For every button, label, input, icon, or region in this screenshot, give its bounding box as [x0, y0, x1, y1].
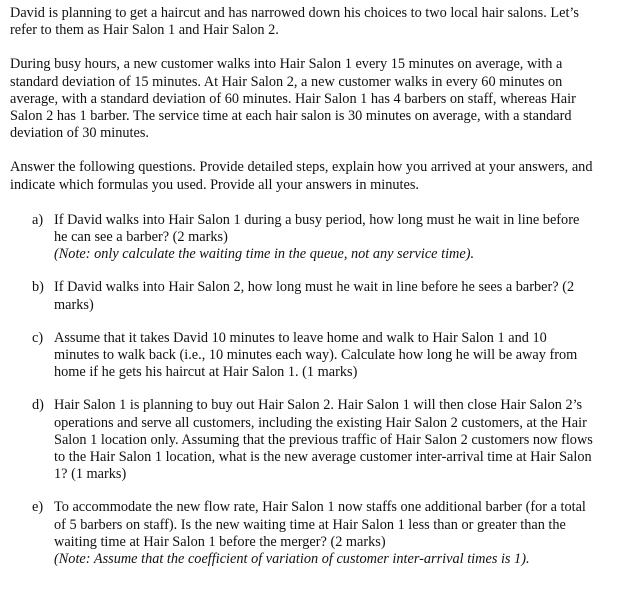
- question-letter: e): [32, 499, 44, 516]
- question-text: Hair Salon 1 is planning to buy out Hair Salon 2. Hair Salon 1 will then close Hair Salon 2’s operations and serve all customers, including the existing Hair Salon 2 customers, at the Hair Salon 1 location only. Assuming that the previous traffic of Hair Salon 2 customers now flows to the Hair Salon 1 location, what is the new average customer inter-arrival time at Hair Salon 1? (1 marks): [54, 397, 593, 483]
- question-letter: a): [32, 211, 44, 228]
- question-c: [32, 330, 602, 382]
- question-text: If David walks into Hair Salon 1 during a busy period, how long must he wait in line before he can see a barber? (2 marks): [54, 211, 580, 246]
- document: [10, 5, 602, 568]
- question-text: To accommodate the new flow rate, Hair Salon 1 now staffs one additional barber (for a total of 5 barbers on staff). Is the new waiting time at Hair Salon 1 less than or greater than the waiting time at Hair Salon 1 before the merger? (2 marks): [54, 499, 586, 550]
- intro-paragraph: David is planning to get a haircut and has narrowed down his choices to two local hair salons. Let’s refer to them as Hair Salon 1 and Hair Salon 2.: [10, 5, 579, 39]
- question-d: [32, 397, 602, 483]
- question-note: (Note: Assume that the coefficient of variation of customer inter-arrival times is 1).: [54, 551, 530, 568]
- question-list: [32, 212, 602, 568]
- question-letter: c): [32, 329, 44, 346]
- question-b: [32, 279, 602, 313]
- question-text: Assume that it takes David 10 minutes to leave home and walk to Hair Salon 1 and 10 minutes to walk back (i.e., 10 minutes each way). Calculate how long he will be away from home if he gets his haircut at Hair Salon 1. (1 marks): [54, 329, 578, 381]
- question-text: If David walks into Hair Salon 2, how long must he wait in line before he sees a barber? (2 marks): [54, 279, 575, 313]
- question-e: [32, 499, 602, 568]
- instructions-paragraph: Answer the following questions. Provide detailed steps, explain how you arrived at your answers, and indicate which formulas you used. Provide all your answers in minutes.: [10, 159, 593, 193]
- question-letter: d): [32, 397, 44, 414]
- question-note: (Note: only calculate the waiting time in the queue, not any service time).: [54, 246, 475, 263]
- question-letter: b): [32, 279, 44, 296]
- question-a: [32, 212, 602, 264]
- context-paragraph: During busy hours, a new customer walks into Hair Salon 1 every 15 minutes on average, with a standard deviation of 15 minutes. At Hair Salon 2, a new customer walks in every 60 minutes on average, with a standard deviation of 60 minutes. Hair Salon 1 has 4 barbers on staff, whereas Hair Salon 2 has 1 barber. The service time at each hair salon is 30 minutes on average, with a standard deviation of 30 minutes.: [10, 56, 576, 142]
